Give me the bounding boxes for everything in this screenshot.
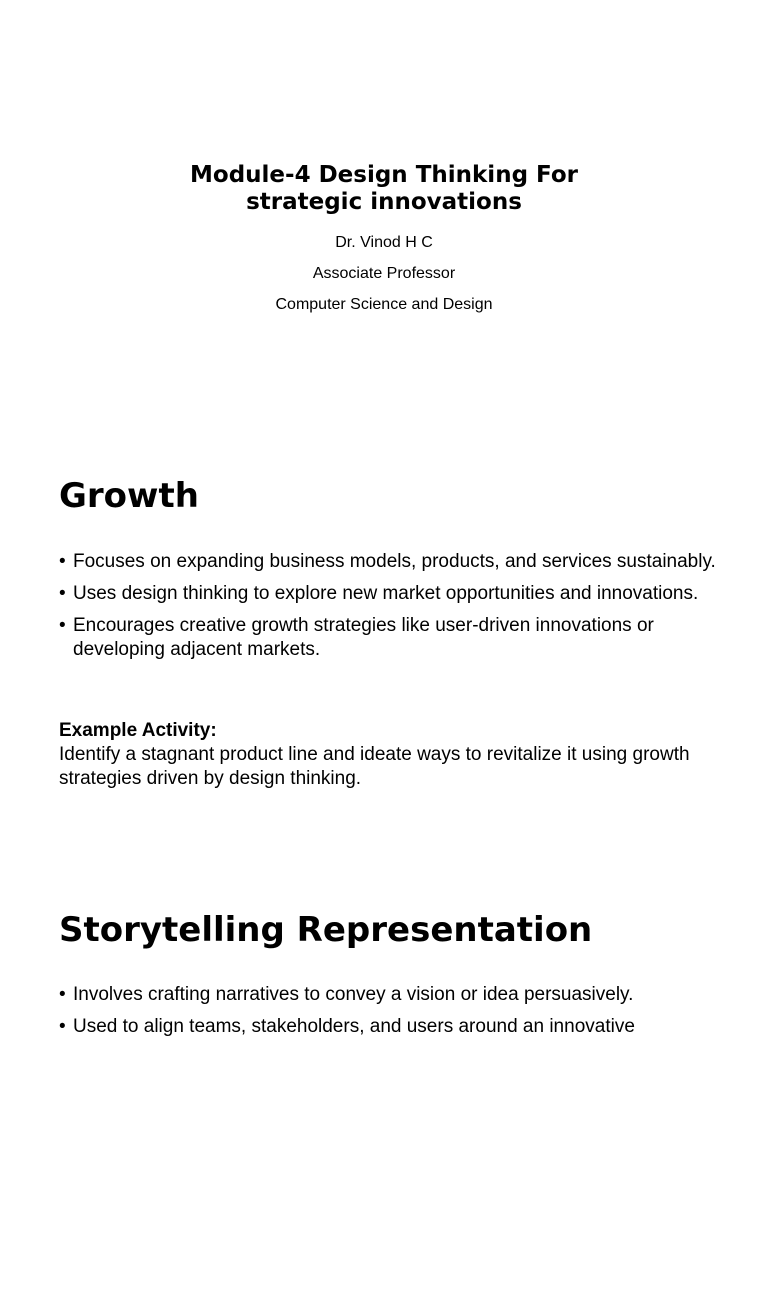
list-item: • Focuses on expanding business models, products, and services sustainably.	[59, 550, 719, 574]
growth-slide	[0, 434, 768, 868]
storytelling-bullet-list	[59, 983, 719, 1047]
list-item: • Uses design thinking to explore new market opportunities and innovations.	[59, 582, 719, 606]
example-activity-text: Identify a stagnant product line and ideate ways to revitalize it using growth strategies driven by design thinking.	[59, 744, 690, 789]
presenter-position: Associate Professor	[312, 265, 456, 282]
example-activity-label: Example Activity:	[59, 720, 217, 741]
growth-bullet-list	[59, 550, 719, 670]
presenter-name: Dr. Vinod H C	[335, 234, 433, 251]
list-item: • Encourages creative growth strategies like user-driven innovations or developing adjacent markets.	[59, 614, 719, 662]
storytelling-heading: Storytelling Representation	[59, 910, 593, 950]
title-line-2: strategic innovations	[246, 189, 522, 215]
presentation-title	[0, 162, 768, 216]
presenter-department: Computer Science and Design	[275, 296, 493, 313]
subtitle-block	[0, 232, 768, 325]
example-activity	[59, 719, 719, 791]
storytelling-slide	[0, 868, 768, 1302]
title-line-1: Module-4 Design Thinking For	[190, 162, 578, 188]
list-item: • Used to align teams, stakeholders, and users around an innovative	[59, 1015, 719, 1039]
title-slide	[0, 0, 768, 434]
list-item: • Involves crafting narratives to convey a vision or idea persuasively.	[59, 983, 719, 1007]
growth-heading: Growth	[59, 476, 199, 516]
